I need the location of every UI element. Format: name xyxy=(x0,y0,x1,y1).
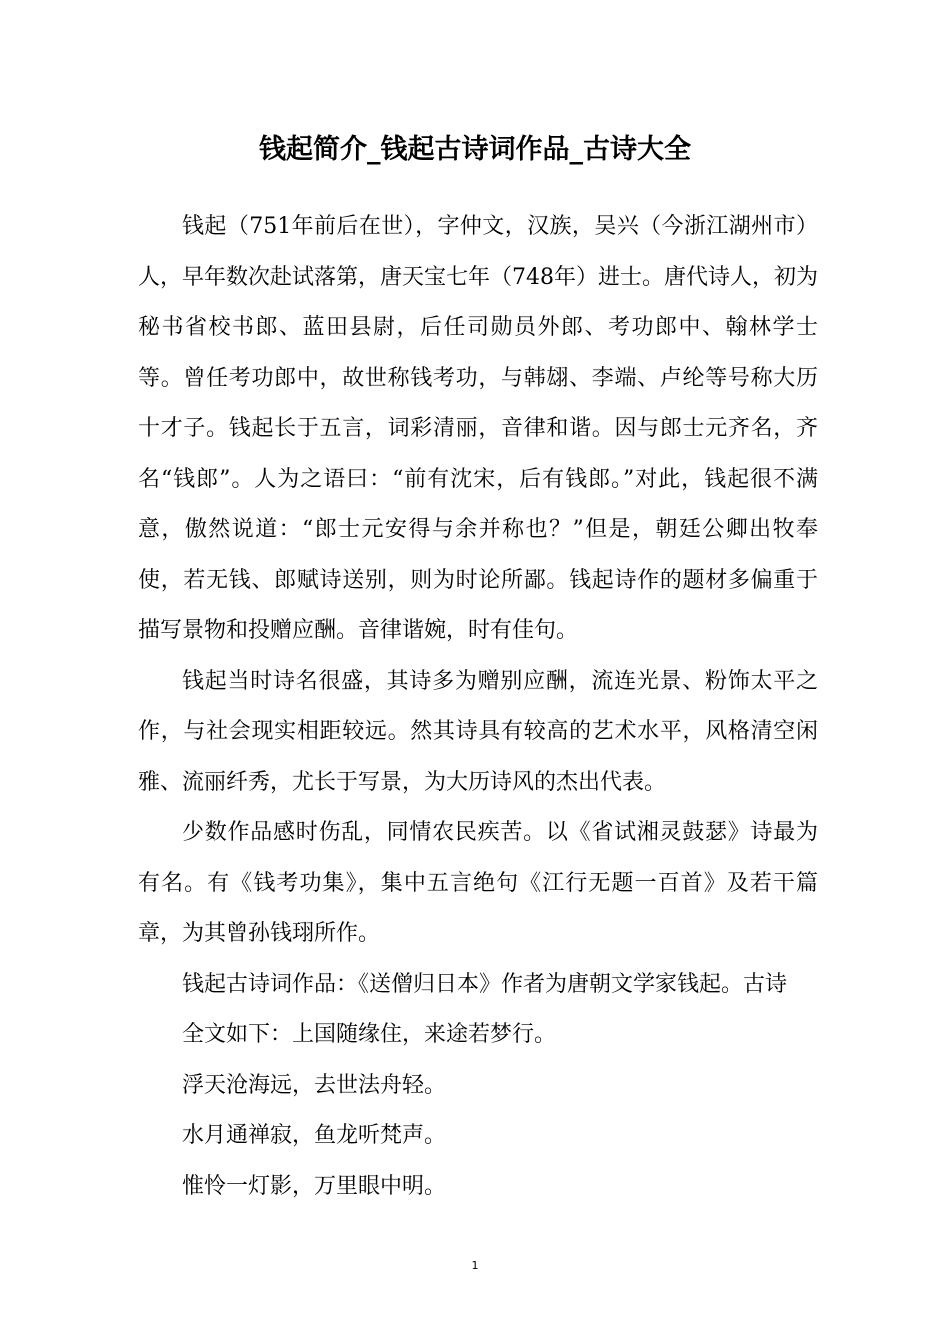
poem-intro-line: 钱起古诗词作品：《送僧归日本》作者为唐朝文学家钱起。古诗 xyxy=(182,971,788,997)
document-title: 钱起简介_钱起古诗词作品_古诗大全 xyxy=(259,134,691,165)
paragraph-reputation: 钱起当时诗名很盛，其诗多为赠别应酬，流连光景、粉饰太平之作，与社会现实相距较远。然其诗具有较高的艺术水平，风格清空闲雅、流丽纤秀，尤长于写景，为大历诗风的杰出代表。 xyxy=(138,668,818,795)
paragraph-works: 少数作品感时伤乱，同情农民疾苦。以《省试湘灵鼓瑟》诗最为有名。有《钱考功集》，集中五言绝句《江行无题一百首》及若干篇章，为其曾孙钱珝所作。 xyxy=(138,820,818,946)
page-number: 1 xyxy=(471,1259,479,1272)
poem-line: 惟怜一灯影，万里眼中明。 xyxy=(182,1173,447,1199)
poem-line: 浮天沧海远，去世法舟轻。 xyxy=(182,1072,447,1098)
poem-line: 水月通禅寂，鱼龙听梵声。 xyxy=(182,1123,447,1148)
poem-line: 全文如下：上国随缘住，来途若梦行。 xyxy=(182,1022,557,1047)
paragraph-intro: 钱起（751年前后在世），字仲文，汉族，吴兴（今浙江湖州市）人，早年数次赴试落第，唐天宝七年（748年）进士。唐代诗人，初为秘书省校书郎、蓝田县尉，后任司勋员外郎、考功郎中、翰林学士等。曾任考功郎中，故世称钱考功，与韩翃、李端、卢纶等号称大历十才子。钱起长于五言，词彩清丽，音律和谐。因与郎士元齐名，齐名“钱郎”。人为之语曰：“前有沈宋，后有钱郎。”对此，钱起很不满意，傲然说道：“郎士元安得与余并称也？”但是，朝廷公卿出牧奉使，若无钱、郎赋诗送别，则为时论所鄙。钱起诗作的题材多偏重于描写景物和投赠应酬。音律谐婉，时有佳句。 xyxy=(138,214,818,643)
document-body xyxy=(138,202,818,1212)
